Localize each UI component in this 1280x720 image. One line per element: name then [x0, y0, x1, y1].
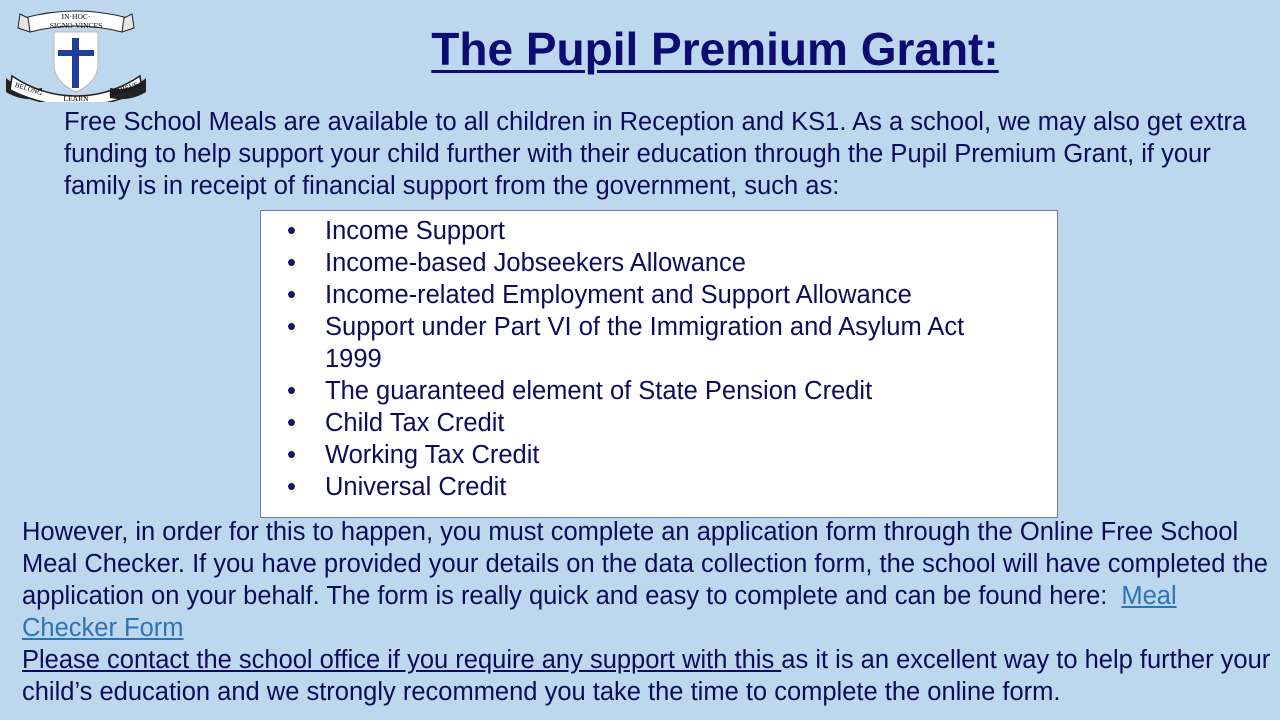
criteria-list-item	[261, 407, 1057, 439]
criteria-list-item	[261, 247, 1057, 279]
svg-text:IN·HOC·: IN·HOC·	[61, 12, 91, 21]
criteria-list-item	[261, 215, 1057, 247]
criteria-list-item	[261, 375, 1057, 407]
svg-text:ACHIEVE: ACHIEVE	[107, 80, 140, 98]
criteria-item-label: Working Tax Credit	[325, 441, 540, 469]
bullet-icon: •	[287, 249, 296, 277]
contact-school-office-text: Please contact the school office if you require any support with this	[22, 646, 782, 674]
application-instructions: However, in order for this to happen, you must complete an application form through the Online Free School Meal Checker. If you have provided your details on the data collection form, the school will have completed the application on your behalf. The form is really quick and easy to complete and can be found here:	[22, 518, 1268, 610]
eligibility-criteria-box	[260, 210, 1058, 518]
svg-text:LEARN: LEARN	[63, 94, 89, 102]
contact-rest-text: as it is an excellent way to help further your child’s education and we strongly recommend you take the time to complete the online form.	[22, 646, 1271, 706]
intro-paragraph: Free School Meals are available to all children in Reception and KS1. As a school, we may also get extra funding to help support your child further with their education through the Pupil Premium Grant, if your family is in receipt of financial support from the government, such as:	[64, 108, 1247, 200]
criteria-item-label: Income Support	[325, 217, 506, 245]
bullet-icon: •	[287, 441, 296, 469]
criteria-item-label: Universal Credit	[325, 473, 507, 501]
criteria-item-label: Income-related Employment and Support Allowance	[325, 281, 912, 309]
criteria-list-item	[261, 471, 1057, 503]
criteria-list-item	[261, 279, 1057, 311]
criteria-item-label: Support under Part VI of the Immigration and Asylum Act 1999	[325, 313, 965, 373]
bullet-icon: •	[287, 313, 296, 341]
footer-paragraph	[22, 516, 1272, 708]
criteria-list-item	[261, 439, 1057, 471]
bullet-icon: •	[287, 281, 296, 309]
bullet-icon: •	[287, 473, 296, 501]
criteria-item-label: Child Tax Credit	[325, 409, 505, 437]
svg-text:BELONG: BELONG	[13, 80, 44, 98]
criteria-list-item	[261, 311, 1057, 375]
meal-checker-form-link[interactable]: Meal Checker Form	[22, 582, 1177, 642]
school-crest-logo	[2, 6, 150, 102]
criteria-item-label: Income-based Jobseekers Allowance	[325, 249, 746, 277]
bullet-icon: •	[287, 217, 296, 245]
criteria-item-label: The guaranteed element of State Pension Credit	[325, 377, 873, 405]
page-title: The Pupil Premium Grant:	[431, 23, 999, 75]
bullet-icon: •	[287, 409, 296, 437]
bullet-icon: •	[287, 377, 296, 405]
eligibility-criteria-list	[261, 211, 1057, 503]
svg-text:SIGNO·VINCES: SIGNO·VINCES	[49, 21, 103, 30]
